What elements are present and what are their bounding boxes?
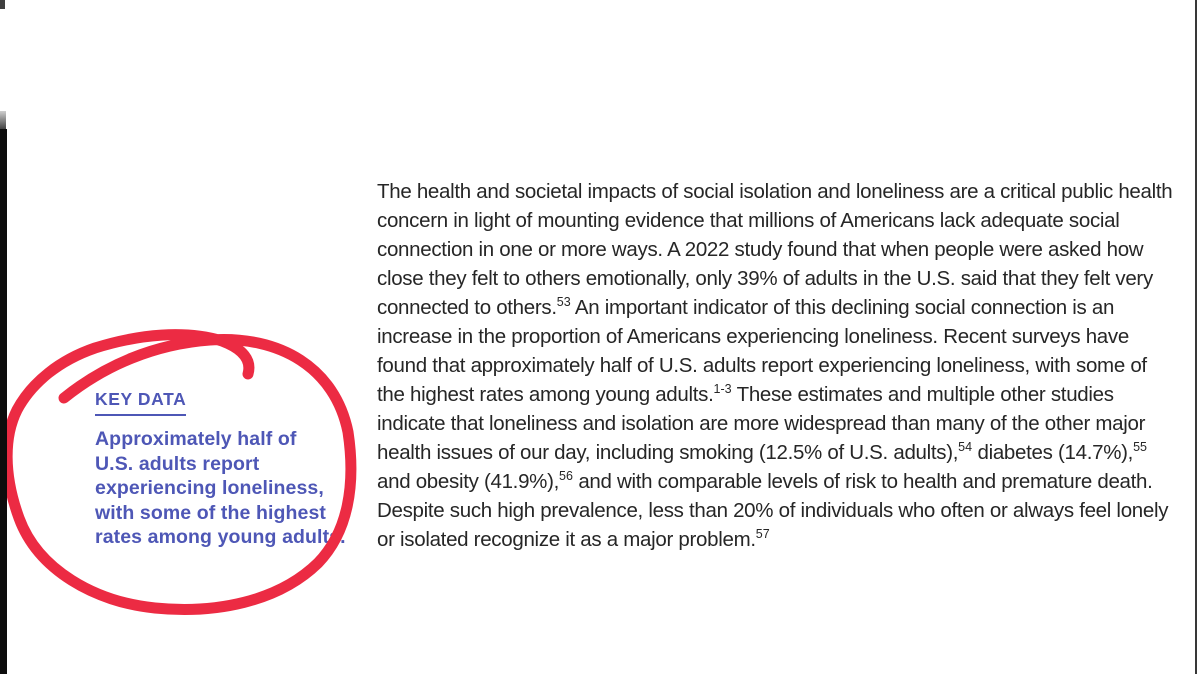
frame-left-bar: [0, 129, 7, 674]
body-paragraph: [377, 177, 1179, 554]
footnote-ref: 1-3: [713, 381, 732, 396]
key-data-body: [95, 427, 347, 550]
key-data-line: with some of the highest: [95, 501, 326, 524]
footnote-ref: 54: [958, 439, 973, 454]
footnote-ref: 55: [1133, 439, 1147, 454]
paragraph-segment: These estimates and multiple other studies indicate that loneliness and isolation are more widespread than many of the other major health issues of our day, including smoking (12.5% of U.S. adults),: [377, 382, 1146, 464]
paragraph-segment: An important indicator of this declining social connection is an increase in the proportion of Americans experiencing loneliness. Recent surveys have found that approximately half of U.S. adults report experiencing loneliness, with some of the highest rates among young adults.: [377, 295, 1147, 406]
key-data-callout: [95, 389, 347, 550]
key-data-line: U.S. adults report: [95, 452, 260, 475]
paragraph-segment: diabetes (14.7%),: [972, 440, 1134, 464]
paragraph-segment: and with comparable levels of risk to health and premature death. Despite such high prevalence, less than 20% of individuals who often or always feel lonely or isolated recognize it as a major problem.: [377, 469, 1169, 551]
frame-corner-notch: [0, 0, 5, 9]
footnote-ref: 56: [559, 468, 573, 483]
frame-right-border: [1195, 0, 1197, 674]
footnote-ref: 57: [755, 526, 770, 541]
frame-left-bar-fade: [0, 111, 6, 130]
paragraph-segment: The health and societal impacts of social isolation and loneliness are a critical public health concern in light of mounting evidence that millions of Americans lack adequate social connection in one or more ways. A 2022 study found that when people were asked how close they felt to others emotionally, only 39% of adults in the U.S. said that they felt very connected to others.: [377, 179, 1173, 319]
paragraph-segment: and obesity (41.9%),: [377, 469, 560, 493]
key-data-heading: KEY DATA: [95, 389, 186, 416]
key-data-line: experiencing loneliness,: [95, 477, 324, 500]
key-data-line: rates among young adults.: [95, 526, 346, 549]
key-data-line: Approximately half of: [95, 428, 297, 450]
footnote-ref: 53: [556, 294, 571, 309]
